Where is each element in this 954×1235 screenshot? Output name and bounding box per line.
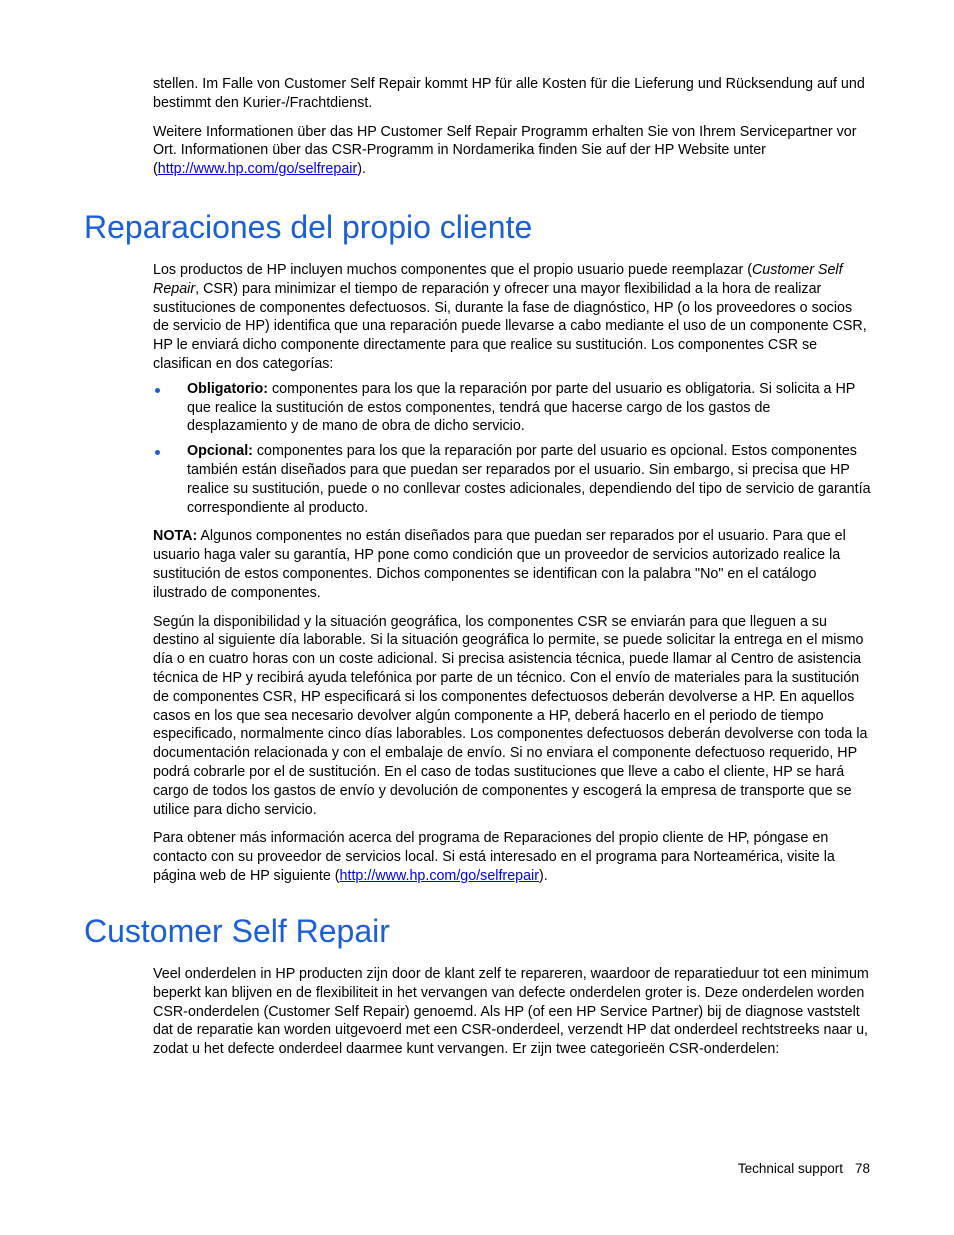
bullet-dot-icon <box>155 450 160 455</box>
section-nl-body <box>153 965 871 1059</box>
bullet-term: Obligatorio: <box>187 380 269 397</box>
intro-block <box>153 75 871 179</box>
page-number: 78 <box>854 1161 870 1176</box>
nl-paragraph-1: Veel onderdelen in HP producten zijn door de klant zelf te repareren, waardoor de reparatieduur tot een minimum beperkt kan blijven en de flexibiliteit in het vervangen van defecte onderdelen groter is. Deze onderdelen worden CSR-onderdelen (Customer Self Repair) genoemd. Als HP (of een HP Service Partner) bij de diagnose vaststelt dat de reparatie kan worden uitgevoerd met een CSR-onderdeel, verzendt HP dat onderdeel rechtstreeks naar u, zodat u het defecte onderdeel daarmee kunt vervangen. Er zijn twee categorieën CSR-onderdelen: <box>153 966 869 1058</box>
selfrepair-link-es[interactable]: http://www.hp.com/go/selfrepair <box>339 867 539 884</box>
heading-customer-self-repair: Customer Self Repair <box>84 913 390 949</box>
es-note <box>153 527 871 602</box>
selfrepair-link-de[interactable]: http://www.hp.com/go/selfrepair <box>157 161 358 178</box>
es-p1-rest: , CSR) para minimizar el tiempo de reparación y ofrecer una mayor flexibilidad a la hora de realizar sustituciones de componentes defectuosos. Si, durante la fase de diagnóstico, HP (o los proveedores o socios de servicio de HP) identifica que una reparación puede llevarse a cabo mediante el uso de un componente CSR, HP le enviará dicho componente directamente para que realice su sustitución. Los componentes CSR se clasifican en dos categorías: <box>153 280 867 372</box>
es-paragraph-2: Según la disponibilidad y la situación geográfica, los componentes CSR se enviarán para que lleguen a su destino al siguiente día laborable. Si la situación geográfica lo permite, se puede solicitar la entrega en el mismo día o en cuatro horas con un coste adicional. Si precisa asistencia técnica, puede llamar al Centro de asistencia técnica de HP y recibirá ayuda telefónica por parte de un técnico. Con el envío de materiales para la sustitución de componentes CSR, HP especificará si los componentes defectuosos deberán devolverse a HP. En aquellos casos en los que sea necesario devolver algún componente a HP, deberá hacerlo en el periodo de tiempo especificado, normalmente cinco días laborables. Los componentes defectuosos deberán devolverse con toda la documentación relacionada y con el embalaje de envío. Si no enviara el componente defectuoso requerido, HP podrá cobrarle por el de sustitución. En el caso de todas sustituciones que lleve a cabo el cliente, HP se hará cargo de todos los gastos de envío y devolución de componentes y escogerá la empresa de transporte que se utilice para dicho servicio. <box>153 613 868 818</box>
es-p3-end: ). <box>538 867 548 884</box>
es-p1-italic: Customer Self Repair <box>153 262 843 297</box>
es-paragraph-1 <box>153 261 871 374</box>
page-footer <box>738 1160 870 1178</box>
bullet-dot-icon <box>155 388 160 393</box>
note-label: NOTA: <box>153 528 198 545</box>
section-es-body <box>153 261 871 886</box>
bullet-text: componentes para los que la reparación por parte del usuario es opcional. Estos componentes también están diseñados para que puedan ser reparados por el usuario. Sin embargo, si precisa que HP realice su sustitución, puede o no conllevar costes adicionales, dependiendo del tipo de servicio de garantía correspondiente al producto. <box>187 443 871 516</box>
note-text: Algunos componentes no están diseñados para que puedan ser reparados por el usuario. Para que el usuario haga valer su garantía, HP pone como condición que un proveedor de servicios autorizado realice la sustitución de estos componentes. Dichos componentes se identifican con la palabra "No" en el catálogo ilustrado de componentes. <box>153 528 846 601</box>
intro-paragraph-1: stellen. Im Falle von Customer Self Repair kommt HP für alle Kosten für die Lieferung und Rücksendung auf und bestimmt den Kurier-/Frachtdienst. <box>153 76 865 111</box>
intro-paragraph-2-text: Weitere Informationen über das HP Customer Self Repair Programm erhalten Sie von Ihrem Servicepartner vor Ort. Informationen über das CSR-Programm in Nordamerika finden Sie auf der HP Website unter ( <box>153 123 857 178</box>
es-p1-start: Los productos de HP incluyen muchos componentes que el propio usuario puede reemplazar ( <box>153 262 752 278</box>
bullet-term: Opcional: <box>187 443 253 460</box>
intro-paragraph-2-end: ). <box>357 161 366 178</box>
intro-paragraph-2 <box>153 123 871 179</box>
footer-label: Technical support <box>737 1161 843 1176</box>
es-category-list <box>153 380 871 518</box>
es-paragraph-3 <box>153 829 871 885</box>
list-item <box>153 442 871 517</box>
es-p3-text: Para obtener más información acerca del programa de Reparaciones del propio cliente de HP, póngase en contacto con su proveedor de servicios local. Si está interesado en el programa para Norteamérica, visite la página web de HP siguiente ( <box>153 830 835 884</box>
list-item <box>153 380 871 436</box>
bullet-text: componentes para los que la reparación por parte del usuario es obligatoria. Si solicita a HP que realice la sustitución de estos componentes, tendrá que hacerse cargo de los gastos de desplazamiento y de mano de obra de dicho servicio. <box>187 380 856 435</box>
heading-reparaciones: Reparaciones del propio cliente <box>84 209 533 245</box>
